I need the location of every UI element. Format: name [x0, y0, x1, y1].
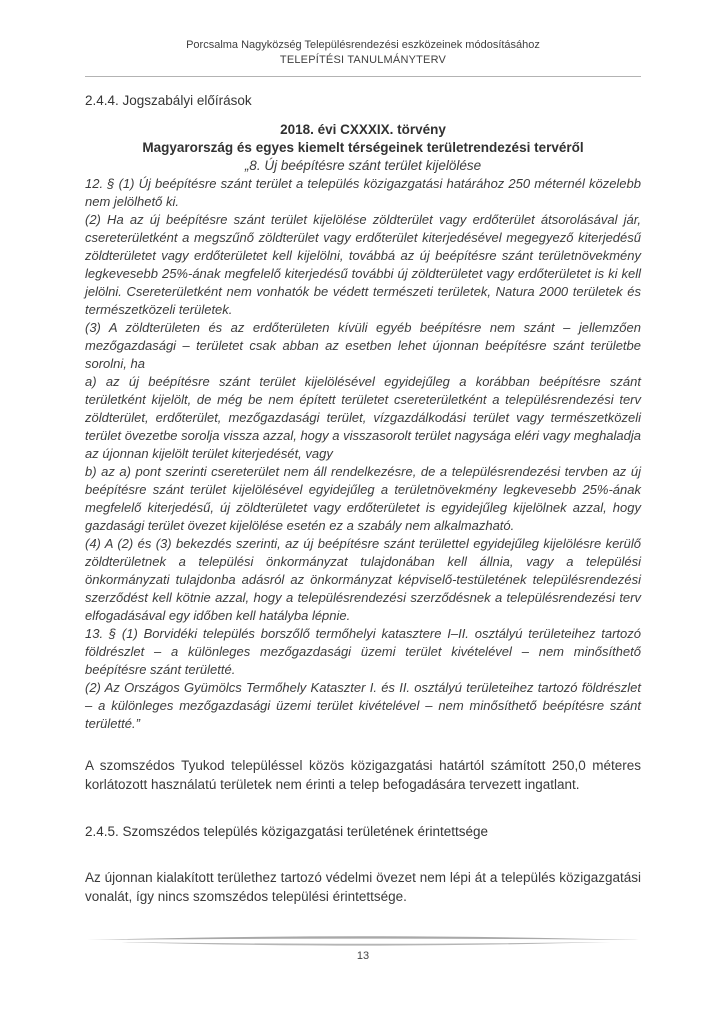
running-header-line1: Porcsalma Nagyközség Településrendezési eszközeinek módosításához — [186, 39, 540, 51]
law-quote-block — [85, 121, 641, 733]
law-text — [85, 175, 641, 733]
running-header-line2: TELEPÍTÉSI TANULMÁNYTERV — [279, 54, 447, 66]
law-paragraph: (3) A zöldterületen és az erdőterületen kívüli egyéb beépítésre nem szánt – jellemzően mezőgazdasági – területet csak abban az esetben lehet újonnan beépítésre szánt területbe sorolni, ha — [85, 320, 641, 371]
running-header — [85, 38, 641, 68]
page-footer — [85, 933, 641, 963]
law-paragraph: (2) Ha az új beépítésre szánt terület kijelölése zöldterület vagy erdőterület átsorolásával jár, csereterületként a megszűnő zöldterület vagy erdőterület kiterjedésével megegyező kiterjedésű zöldterületet vagy erdőterületet kell kijelölni, továbbá az új beépítésre szánt területnövekmény legkevesebb 25%-ának megfelelő kiterjedésű további új zöldterületet vagy erdőterületet is ki kell jelölni. Csereterületként nem vonhatók be védett természeti területek, Natura 2000 területek és természetközeli területek. — [85, 212, 641, 317]
law-title-line2: Magyarország és egyes kiemelt térségeinek területrendezési tervéről — [142, 140, 584, 155]
law-paragraph: (2) Az Országos Gyümölcs Termőhely Kataszter I. és II. osztályú területeihez tartozó földrészlet – a különleges mezőgazdasági üzemi terület kivételével – nem minősíthető beépítésre szánt területté.” — [85, 680, 641, 731]
law-paragraph: a) az új beépítésre szánt terület kijelölésével egyidejűleg a korábban beépítésre szánt területként kijelölt, de még be nem épített területet csereterületként a településrendezési terv zöldterület, erdőterület, mezőgazdasági terület, vízgazdálkodási terület vagy természetközeli terület övezetbe sorolja vissza azzal, hogy a visszasorolt terület nagysága eléri vagy meghaladja az újonnan kijelölt terület kiterjedését, vagy — [85, 374, 641, 461]
law-paragraph: b) az a) pont szerinti csereterület nem áll rendelkezésre, de a településrendezési tervben az új beépítésre szánt terület kijelölésével egyidejűleg a területnövekmény legkevesebb 25%-ának megfelelő kiterjedésű, új zöldterületet vagy erdőterületet is egyidejűleg kijelölnek azzal, hogy gazdasági terület övezet kijelölése esetén ez a szabály nem alkalmazható. — [85, 464, 641, 533]
footer-ornament-divider — [85, 933, 641, 949]
section-heading-244: 2.4.4. Jogszabályi előírások — [85, 93, 252, 108]
law-paragraph: (4) A (2) és (3) bekezdés szerinti, az új beépítésre szánt területtel egyidejűleg kijelölésre kerülő zöldterületnek a települési önkormányzat tulajdonában kell állnia, vagy a települési önkormányzati tulajdonba adásról az önkormányzat képviselő-testületének településrendezési szerződést kell kötnie azzal, hogy a településrendezési szerződésnek a településrendezési terv elfogadásával egy időben kell hatályba lépnie. — [85, 536, 641, 623]
body-paragraph-2: Az újonnan kialakított területhez tartozó védelmi övezet nem lépi át a település közigazgatási vonalát, így nincs szomszédos települési érintettsége. — [85, 870, 641, 904]
section-heading-245: 2.4.5. Szomszédos település közigazgatási területének érintettsége — [85, 824, 488, 839]
law-paragraph: 13. § (1) Borvidéki település borszőlő termőhelyi katasztere I–II. osztályú területeihez tartozó földrészlet – a különleges mezőgazdasági üzemi terület kivételével – nem minősíthető beépítésre szánt területté. — [85, 626, 641, 677]
header-divider — [85, 76, 641, 77]
page-content — [85, 38, 641, 906]
body-paragraph-1: A szomszédos Tyukod településsel közös közigazgatási határtól számított 250,0 méteres korlátozott használatú területek nem érinti a telep befogadására tervezett ingatlant. — [85, 758, 641, 792]
law-subtitle: „8. Új beépítésre szánt terület kijelölése — [244, 158, 482, 173]
law-paragraph: 12. § (1) Új beépítésre szánt terület a település közigazgatási határához 250 méternél közelebb nem jelölhető ki. — [85, 176, 641, 209]
law-title-line1: 2018. évi CXXXIX. törvény — [280, 122, 446, 137]
page-number: 13 — [356, 950, 370, 962]
